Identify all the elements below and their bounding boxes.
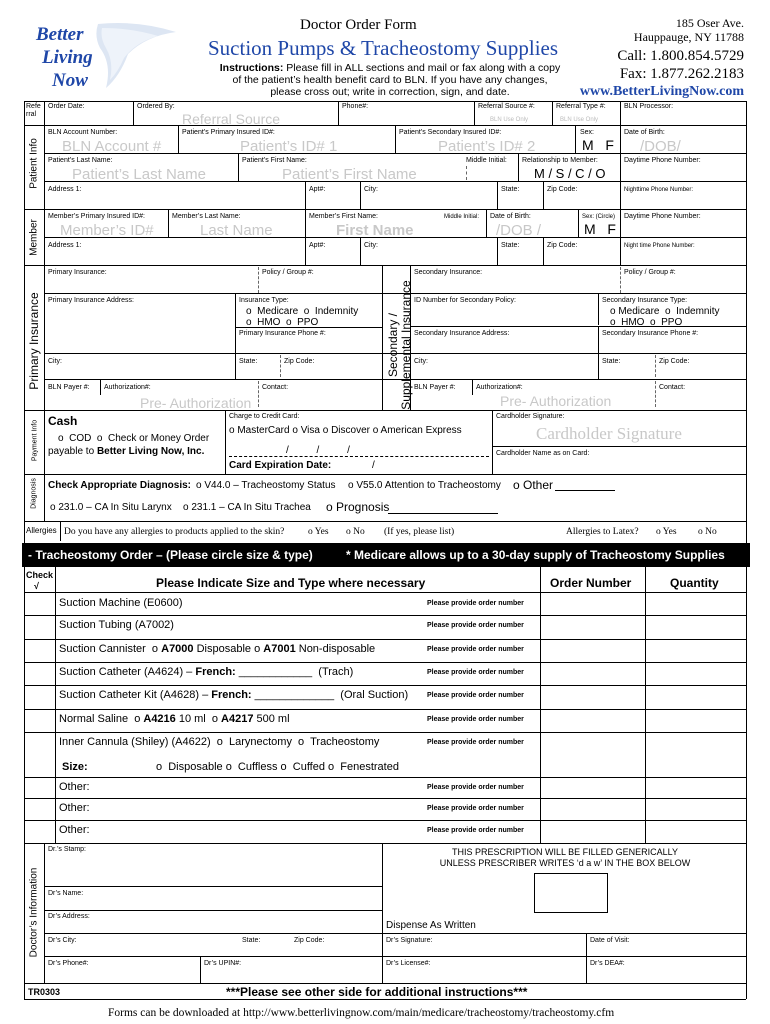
order-number-cell[interactable]: Please provide order number: [427, 716, 524, 723]
banner-right: * Medicare allows up to a 30-day supply of Tracheostomy Supplies: [346, 548, 725, 562]
doctor-section-label: Doctor’s Information: [28, 867, 40, 958]
charge-card-label: Charge to Credit Card:: [229, 413, 300, 420]
row-description: [59, 619, 174, 631]
row-check-cell[interactable]: [24, 798, 55, 820]
member-id-placeholder[interactable]: Member’s ID#: [60, 222, 154, 239]
dr-upin-label: Dr’s UPIN#:: [204, 960, 242, 967]
row-description-part: A7000: [161, 643, 194, 655]
relationship-label: Relationship to Member:: [522, 157, 598, 164]
daw-box[interactable]: [534, 873, 608, 913]
patient-middle-label: Middle Initial:: [466, 157, 507, 164]
ordered-by-label: Ordered By:: [137, 103, 175, 110]
address-line-1: 185 Oser Ave.: [675, 16, 744, 30]
order-date-label: Order Date:: [48, 103, 85, 110]
row-description-part: A4217: [221, 713, 254, 725]
dr-state-label: State:: [242, 937, 261, 944]
primary-state-label: State:: [239, 358, 258, 365]
instructions: [200, 62, 580, 98]
patient-state-label: State:: [501, 186, 520, 193]
quantity-column-header: Quantity: [670, 576, 719, 590]
form-code: TR0303: [28, 987, 61, 997]
row-description-part: Inner Cannula (Shiley) (A4622) o Larynectomy o Tracheostomy: [59, 736, 380, 748]
row-description-part: Other:: [59, 802, 90, 814]
check-column-header: [26, 570, 53, 592]
primary-zip-label: Zip Code:: [284, 358, 315, 365]
banner-left: - Tracheostomy Order – (Please circle size & type): [28, 548, 313, 562]
row-check-cell[interactable]: [24, 639, 55, 662]
instructions-line-1: Please fill in ALL sections and mail or fax along with a copy: [286, 62, 561, 74]
policy-group-label: Policy / Group #:: [262, 269, 314, 276]
row-check-cell[interactable]: [24, 662, 55, 685]
row-description: [59, 736, 379, 748]
row-description-part: Suction Cannister o: [59, 643, 162, 655]
row-check-cell[interactable]: [24, 709, 55, 732]
call-number: Call: 1.800.854.5729: [617, 48, 744, 64]
secondary-type-options-1[interactable]: o Medicare o Indemnity: [610, 306, 720, 317]
sex-label: Sex:: [580, 129, 595, 136]
expiration-slash: /: [372, 460, 375, 471]
referral-type-label: Referral Type #:: [556, 103, 606, 110]
secondary-insured-id-label: Patient’s Secondary Insured ID#:: [399, 129, 502, 136]
member-apt-label: Apt#:: [309, 242, 326, 249]
referral-source-placeholder[interactable]: Referral Source: [182, 111, 281, 127]
primary-city-label: City:: [48, 358, 62, 365]
cardholder-signature-label: Cardholder Signature:: [496, 413, 565, 420]
row-description-part: Non-disposable: [295, 643, 376, 655]
row-description: [59, 689, 408, 701]
diagnosis-check-label: Check Appropriate Diagnosis:: [48, 480, 191, 491]
member-city-label: City:: [364, 242, 378, 249]
bln-use-only-1: BLN Use Only: [490, 117, 529, 123]
dispense-as-written: Dispense As Written: [386, 920, 476, 931]
website-link[interactable]: www.BetterLivingNow.com: [579, 84, 744, 99]
order-number-cell[interactable]: Please provide order number: [427, 622, 524, 629]
patient-address-label: Address 1:: [48, 186, 82, 193]
fax-number: Fax: 1.877.262.2183: [619, 66, 744, 82]
member-day-phone-label: Daytime Phone Number:: [624, 213, 701, 220]
member-first-name-placeholder[interactable]: First Name: [336, 222, 414, 239]
member-last-name-label: Member’s Last Name:: [172, 213, 241, 220]
patient-night-phone-label: Nighttime Phone Number:: [624, 187, 694, 193]
member-insured-id-label: Member’s Primary Insured ID#:: [48, 213, 145, 220]
primary-payer-label: BLN Payer #:: [48, 384, 90, 391]
dr-stamp-label: Dr.’s Stamp:: [48, 846, 86, 853]
cash-label: Cash: [48, 414, 78, 428]
quantity-cell[interactable]: [646, 798, 746, 820]
row-description: [59, 713, 290, 725]
row-check-cell[interactable]: [24, 593, 55, 615]
credit-card-options[interactable]: o MasterCard o Visa o Discover o American Express: [229, 425, 462, 436]
patient-id-2-placeholder[interactable]: Patient’s ID# 2: [438, 138, 536, 155]
row-check-cell[interactable]: [24, 820, 55, 843]
row-description-part: Other:: [59, 824, 90, 836]
row-description: [59, 597, 183, 609]
dr-license-label: Dr’s License#:: [386, 960, 431, 967]
patient-dob-placeholder[interactable]: /DOB/: [640, 138, 681, 155]
row-description-part: French:: [211, 689, 252, 701]
download-link[interactable]: Forms can be downloaded at http://www.betterlivingnow.com/main/medicare/tracheostomy/tracheostomy.cfm: [108, 1007, 615, 1019]
bln-use-only-2: BLN Use Only: [560, 117, 599, 123]
phone-label: Phone#:: [342, 103, 369, 110]
order-number-cell[interactable]: Please provide order number: [427, 827, 524, 834]
logo-line-1: Better: [36, 24, 84, 45]
form-title: Doctor Order Form: [300, 17, 417, 33]
patient-zip-label: Zip Code:: [547, 186, 578, 193]
allergies-yes[interactable]: o Yes: [308, 527, 329, 537]
quantity-cell[interactable]: [646, 777, 746, 798]
bln-account-placeholder[interactable]: BLN Account #: [62, 138, 162, 155]
insurance-type-label: Insurance Type:: [239, 297, 289, 304]
quantity-cell[interactable]: [646, 685, 746, 709]
dr-city-label: Dr’s City:: [48, 937, 77, 944]
row-description-part: Suction Catheter Kit (A4628) –: [59, 689, 212, 701]
diagnosis-v44[interactable]: o V44.0 – Tracheostomy Status: [196, 480, 336, 491]
bln-account-label: BLN Account Number:: [48, 129, 118, 136]
policy-group-2-label: Policy / Group #:: [624, 269, 676, 276]
patient-last-name-placeholder[interactable]: Patient’s Last Name: [72, 166, 206, 183]
patient-day-phone-label: Daytime Phone Number:: [624, 157, 701, 164]
row-description: [59, 781, 90, 793]
latex-question: Allergies to Latex?: [566, 527, 639, 537]
dob-label: Date of Birth:: [624, 129, 665, 136]
quantity-cell[interactable]: [646, 820, 746, 843]
dr-dea-label: Dr’s DEA#:: [590, 960, 625, 967]
row-description-part: Suction Catheter (A4624) –: [59, 666, 196, 678]
primary-insurance-section-label: Primary Insurance: [27, 292, 41, 390]
relationship-options[interactable]: M / S / C / O: [534, 166, 606, 181]
member-zip-label: Zip Code:: [547, 242, 578, 249]
member-middle-label: Middle Initial:: [444, 214, 480, 220]
insurance-type-options-2[interactable]: o HMO o PPO: [246, 317, 319, 328]
diagnosis-section-label: Diagnosis: [30, 478, 38, 509]
member-sex-label: Sex: (Circle): [582, 214, 616, 220]
cardholder-name-label: Cardholder Name as on Card:: [496, 450, 590, 457]
date-of-visit-label: Date of Visit:: [590, 937, 630, 944]
quantity-cell[interactable]: [646, 593, 746, 615]
size-label: Size:: [62, 761, 88, 773]
generic-line-2: UNLESS PRESCRIBER WRITES ‘d a w’ IN THE BOX BELOW: [439, 858, 691, 868]
primary-insurance-label: Primary Insurance:: [48, 269, 107, 276]
dr-address-label: Dr’s Address:: [48, 913, 90, 920]
order-number-cell[interactable]: Please provide order number: [427, 784, 524, 791]
order-number-cell[interactable]: Please provide order number: [427, 600, 524, 607]
diagnosis-prognosis[interactable]: o Prognosis: [326, 500, 390, 514]
quantity-cell[interactable]: [646, 732, 746, 777]
patient-city-label: City:: [364, 186, 378, 193]
diagnosis-231-0[interactable]: o 231.0 – CA In Situ Larynx: [50, 502, 172, 513]
secondary-zip-label: Zip Code:: [659, 358, 690, 365]
member-section-label: Member: [28, 219, 40, 256]
logo-line-3: Now: [52, 70, 88, 91]
row-description-part: 10 ml o: [175, 713, 222, 725]
member-dob-label: Date of Birth:: [490, 213, 531, 220]
patient-apt-label: Apt#:: [309, 186, 326, 193]
primary-insured-id-label: Patient’s Primary Insured ID#:: [182, 129, 275, 136]
row-description: [59, 666, 353, 678]
secondary-type-options-2[interactable]: o HMO o PPO: [610, 317, 683, 328]
generic-notice: [384, 847, 746, 869]
member-dob-placeholder[interactable]: /DOB /: [496, 222, 542, 239]
member-sex-options[interactable]: M F: [584, 221, 616, 237]
allergies-label: Allergies: [26, 526, 57, 535]
allergies-question: Do you have any allergies to products applied to the skin?: [64, 527, 285, 537]
secondary-auth-placeholder[interactable]: Pre- Authorization: [500, 393, 612, 409]
dr-zip-label: Zip Code:: [294, 937, 325, 944]
secondary-city-label: City:: [414, 358, 428, 365]
address-line-2: Hauppauge, NY 11788: [633, 30, 744, 44]
row-description-part: _____________ (Oral Suction): [251, 689, 409, 701]
patient-first-name-label: Patient’s First Name:: [242, 157, 307, 164]
row-description-part: ____________ (Trach): [235, 666, 354, 678]
member-first-name-label: Member’s First Name:: [309, 213, 378, 220]
instructions-line-2: of the patient’s health benefit card to BLN. If you have any changes,: [232, 74, 548, 86]
insurance-type-options-1[interactable]: o Medicare o Indemnity: [246, 306, 359, 317]
allergies-if-yes: (If yes, please list): [384, 527, 455, 537]
dr-signature-label: Dr’s Signature:: [386, 937, 433, 944]
generic-line-1: THIS PRESCRIPTION WILL BE FILLED GENERICALLY: [451, 847, 679, 857]
payment-section-label: Payment Info: [31, 419, 39, 462]
row-description-part: A7001: [263, 643, 296, 655]
order-number-cell[interactable]: Please provide order number: [427, 646, 524, 653]
referral-source-label: Referral Source #:: [478, 103, 535, 110]
tracheostomy-banner: [22, 543, 750, 567]
patient-last-name-label: Patient’s Last Name:: [48, 157, 113, 164]
latex-yes[interactable]: o Yes: [656, 527, 677, 537]
dr-name-label: Dr’s Name:: [48, 890, 84, 897]
patient-id-1-placeholder[interactable]: Patient’s ID# 1: [240, 138, 338, 155]
payable-to: [48, 446, 204, 457]
form-subtitle: Suction Pumps & Tracheostomy Supplies: [208, 36, 559, 60]
patient-info-section-label: Patient Info: [28, 138, 40, 189]
dr-phone-label: Dr’s Phone#:: [48, 960, 89, 967]
quantity-cell[interactable]: [646, 639, 746, 662]
logo: [28, 14, 178, 94]
check-mark: √: [34, 581, 39, 591]
secondary-section-line-2: Supplemental Insurance: [399, 280, 413, 410]
diagnosis-other[interactable]: o Other: [513, 478, 554, 492]
logo-line-2: Living: [42, 47, 93, 68]
secondary-state-label: State:: [602, 358, 621, 365]
primary-contact-label: Contact:: [262, 384, 289, 391]
instructions-line-3: please cross out; write in correction, sign, and date.: [270, 86, 510, 98]
size-options[interactable]: o Disposable o Cuffless o Cuffed o Fenestrated: [156, 761, 399, 773]
payable-name: Better Living Now, Inc.: [96, 446, 205, 457]
card-number-slashes: / / /: [286, 445, 350, 456]
row-check-cell[interactable]: [24, 777, 55, 798]
diagnosis-231-1[interactable]: o 231.1 – CA In Situ Trachea: [183, 502, 311, 513]
row-description-part: Disposable o: [193, 643, 264, 655]
member-last-name-placeholder[interactable]: Last Name: [200, 222, 273, 239]
secondary-type-label: Secondary Insurance Type:: [602, 297, 688, 304]
bln-processor-label: BLN Processor:: [624, 103, 674, 110]
diagnosis-v55[interactable]: o V55.0 Attention to Tracheostomy: [348, 480, 501, 491]
id-secondary-label: ID Number for Secondary Policy:: [414, 297, 516, 304]
latex-no[interactable]: o No: [698, 527, 717, 537]
row-description-part: Suction Tubing (A7002): [59, 619, 174, 631]
payable-prefix: payable to: [48, 446, 97, 457]
row-description-part: French:: [195, 666, 236, 678]
cardholder-signature-placeholder[interactable]: Cardholder Signature: [536, 424, 682, 443]
row-description: [59, 802, 90, 814]
secondary-auth-label: Authorization#:: [476, 384, 523, 391]
cod-options[interactable]: o COD o Check or Money Order: [58, 433, 210, 444]
row-description-part: Suction Machine (E0600): [59, 597, 183, 609]
order-number-cell[interactable]: Please provide order number: [427, 692, 524, 699]
secondary-contact-label: Contact:: [659, 384, 686, 391]
secondary-payer-label: BLN Payer #:: [414, 384, 456, 391]
row-check-cell[interactable]: [24, 615, 55, 639]
quantity-cell[interactable]: [646, 662, 746, 685]
primary-auth-placeholder[interactable]: Pre- Authorization: [140, 395, 252, 411]
referral-section-label: Refe rral: [26, 103, 41, 118]
primary-auth-label: Authorization#:: [104, 384, 151, 391]
footer-note: ***Please see other side for additional instructions***: [226, 985, 528, 999]
order-number-cell[interactable]: Please provide order number: [427, 805, 524, 812]
patient-first-name-placeholder[interactable]: Patient’s First Name: [282, 166, 417, 183]
primary-address-label: Primary Insurance Address:: [48, 297, 134, 304]
member-night-phone-label: Night time Phone Number:: [624, 243, 695, 249]
member-state-label: State:: [501, 242, 520, 249]
secondary-address-label: Secondary Insurance Address:: [414, 330, 510, 337]
order-number-cell[interactable]: Please provide order number: [427, 669, 524, 676]
row-description-part: Normal Saline o: [59, 713, 144, 725]
row-check-cell[interactable]: [24, 685, 55, 709]
member-address-label: Address 1:: [48, 242, 82, 249]
quantity-cell[interactable]: [646, 615, 746, 639]
instructions-label: Instructions:: [219, 62, 284, 74]
row-check-cell[interactable]: [24, 732, 55, 777]
secondary-section-line-1: Secondary /: [386, 312, 400, 378]
order-number-column-header: Order Number: [550, 576, 632, 590]
row-description-part: 500 ml: [253, 713, 290, 725]
check-header: Check: [26, 570, 54, 580]
row-description-part: A4216: [143, 713, 176, 725]
secondary-phone-label: Secondary Insurance Phone #:: [602, 330, 699, 337]
row-description-part: Other:: [59, 781, 90, 793]
quantity-cell[interactable]: [646, 709, 746, 732]
allergies-no[interactable]: o No: [346, 527, 365, 537]
secondary-insurance-section-label: [387, 275, 413, 415]
row-description: [59, 643, 375, 655]
company-address: [634, 16, 744, 44]
description-column-header: Please Indicate Size and Type where necessary: [156, 576, 426, 590]
patient-sex-options[interactable]: M F: [582, 137, 614, 153]
primary-phone-label: Primary Insurance Phone #:: [239, 330, 326, 337]
card-expiration-label: Card Expiration Date:: [229, 460, 332, 471]
order-number-cell[interactable]: Please provide order number: [427, 739, 524, 746]
secondary-insurance-label: Secondary Insurance:: [414, 269, 483, 276]
row-description: [59, 824, 90, 836]
